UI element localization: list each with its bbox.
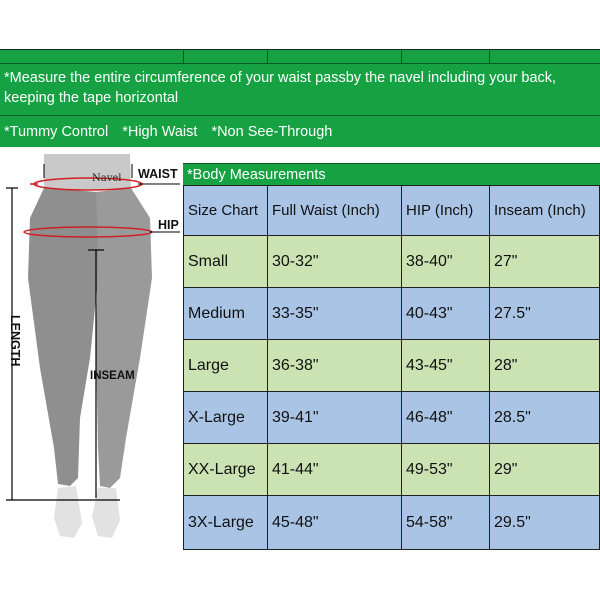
top-strip-divider [401, 49, 402, 63]
feature-tummy-control: *Tummy Control [4, 123, 109, 140]
cell-size: X-Large [183, 391, 268, 444]
hip-label: HIP [158, 218, 179, 232]
cell-waist: 45-48" [267, 495, 402, 550]
cell-hip: 54-58" [401, 495, 490, 550]
measure-instruction: *Measure the entire circumference of your waist passby the navel including your back, keeping the tape horizontal [0, 63, 600, 115]
cell-size: Small [183, 235, 268, 288]
cell-waist: 30-32" [267, 235, 402, 288]
header-inseam: Inseam (Inch) [489, 185, 600, 236]
navel-label: Navel [92, 173, 122, 184]
features-row [0, 115, 600, 147]
cell-waist: 41-44" [267, 443, 402, 496]
left-foot [54, 486, 82, 538]
top-strip-divider [183, 49, 184, 63]
header-size-chart: Size Chart [183, 185, 268, 236]
cell-waist: 33-35" [267, 287, 402, 340]
waist-label: WAIST [138, 167, 178, 181]
right-leg [96, 188, 152, 488]
table-title: *Body Measurements [183, 163, 600, 185]
cell-inseam: 27" [489, 235, 600, 288]
top-strip-divider [489, 49, 490, 63]
header-hip: HIP (Inch) [401, 185, 490, 236]
top-strip-divider [267, 49, 268, 63]
cell-waist: 39-41" [267, 391, 402, 444]
length-label: LENGTH [8, 315, 22, 367]
feature-non-see-through: *Non See-Through [211, 123, 333, 140]
left-leg [28, 188, 104, 486]
cell-hip: 40-43" [401, 287, 490, 340]
cell-inseam: 29.5" [489, 495, 600, 550]
leggings-diagram [0, 148, 183, 548]
cell-hip: 46-48" [401, 391, 490, 444]
cell-hip: 49-53" [401, 443, 490, 496]
cell-size: Large [183, 339, 268, 392]
cell-inseam: 27.5" [489, 287, 600, 340]
cell-inseam: 29" [489, 443, 600, 496]
cell-hip: 38-40" [401, 235, 490, 288]
cell-waist: 36-38" [267, 339, 402, 392]
cell-size: 3X-Large [183, 495, 268, 550]
cell-inseam: 28.5" [489, 391, 600, 444]
cell-size: XX-Large [183, 443, 268, 496]
inseam-label: INSEAM [90, 370, 135, 382]
cell-inseam: 28" [489, 339, 600, 392]
cell-size: Medium [183, 287, 268, 340]
top-strip [0, 49, 600, 63]
waistband [44, 154, 131, 190]
cell-hip: 43-45" [401, 339, 490, 392]
feature-high-waist: *High Waist [122, 123, 198, 140]
header-full-waist: Full Waist (Inch) [267, 185, 402, 236]
